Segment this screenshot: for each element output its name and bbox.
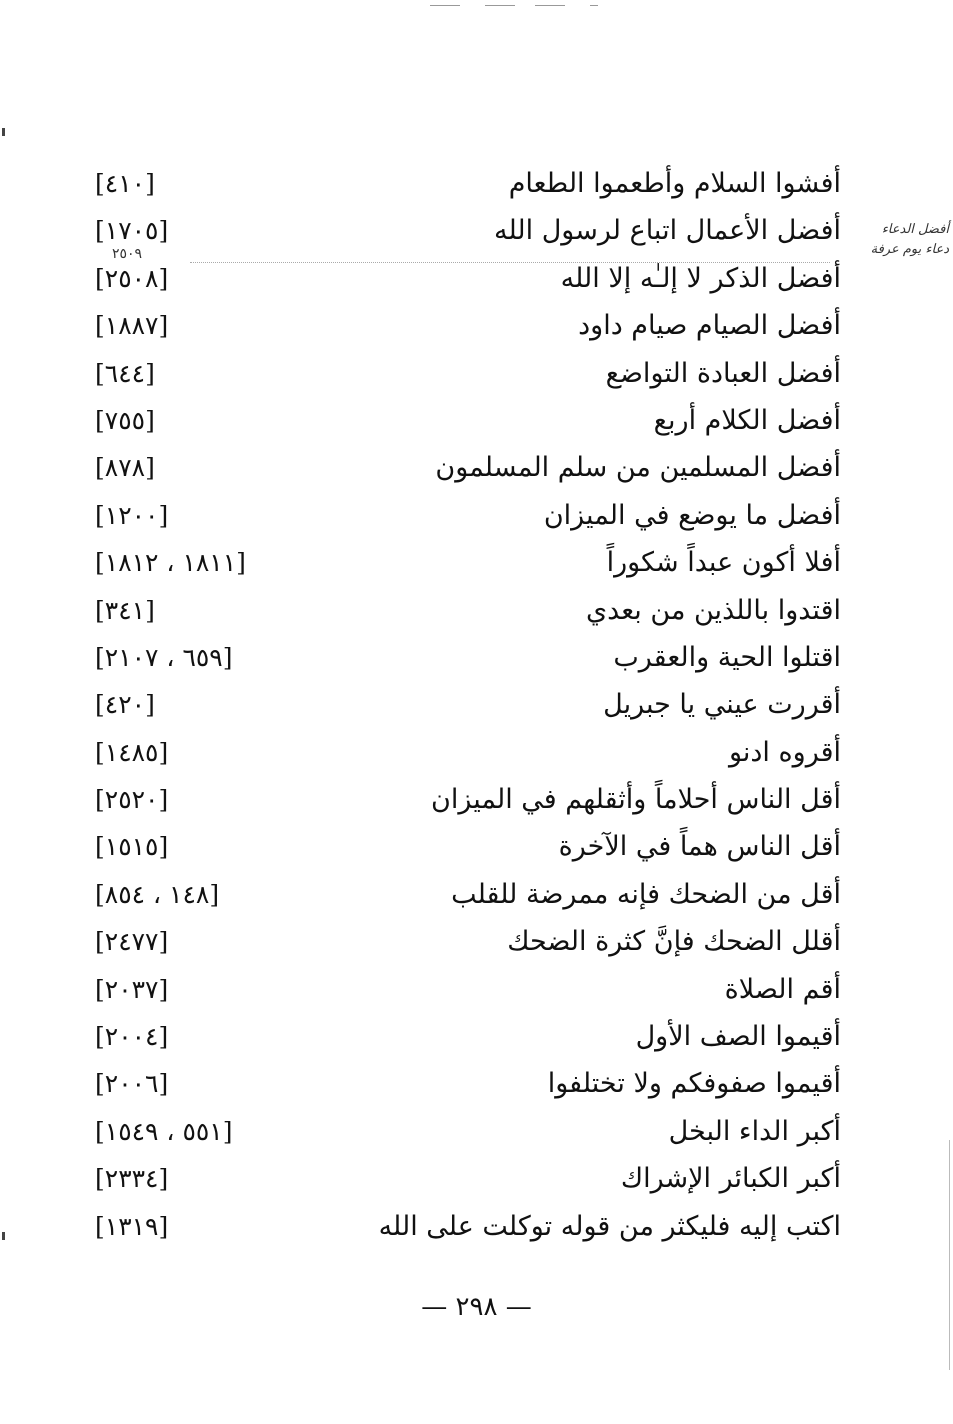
hadith-reference: [٣٤١]	[95, 595, 155, 625]
hadith-text: أفضل الذكر لا إلـٰه إلا الله	[560, 262, 841, 294]
hadith-reference: [٦٤٤]	[95, 358, 155, 388]
index-entry	[0, 1110, 953, 1157]
hadith-text: أقل الناس هماً في الآخرة	[558, 831, 841, 863]
hadith-reference: [١٨١١ ، ١٨١٢]	[95, 548, 246, 578]
hadith-reference: [١٨٨٧]	[95, 311, 169, 341]
hadith-reference: [٢٠٣٧]	[95, 974, 169, 1004]
index-entry	[0, 399, 953, 446]
index-entry	[0, 968, 953, 1015]
hadith-reference: [٥٥١ ، ١٥٤٩]	[95, 1116, 233, 1146]
hadith-reference: [٢٠٠٦]	[95, 1069, 169, 1099]
index-entry	[0, 1062, 953, 1109]
hadith-text: أقلل الضحك فإنَّ كثرة الضحك	[507, 926, 841, 958]
margin-rule	[949, 1140, 950, 1370]
index-entry	[0, 825, 953, 872]
hadith-text: أفضل العبادة التواضع	[605, 357, 841, 389]
hadith-reference: [٨٧٨]	[95, 453, 155, 483]
hadith-text: أقيموا صفوفكم ولا تختلفوا	[547, 1068, 841, 1100]
hadith-reference: [٦٥٩ ، ٢١٠٧]	[95, 642, 233, 672]
hadith-reference: [٤١٠]	[95, 169, 155, 198]
index-entry	[0, 494, 953, 541]
hadith-text: أفضل الصيام صيام داود	[578, 310, 841, 342]
index-entry	[0, 162, 953, 209]
hadith-reference: [٢٥٠٨]	[95, 263, 169, 293]
hadith-reference: [١٤٨٥]	[95, 737, 169, 767]
index-entry	[0, 683, 953, 730]
index-entry	[0, 920, 953, 967]
hadith-text: أقم الصلاة	[724, 973, 841, 1005]
index-entry	[0, 304, 953, 351]
hadith-text: أقروه ادنو	[728, 736, 841, 768]
index-entry	[0, 1205, 953, 1252]
hadith-text: أقل الناس أحلاماً وأثقلهم في الميزان	[430, 784, 841, 816]
hadith-text: أفضل الأعمال اتباع لرسول الله	[493, 215, 841, 247]
hadith-reference: [١٧٠٥]	[95, 216, 169, 246]
hadith-reference: [٢٠٠٤]	[95, 1022, 169, 1052]
header-rule-marks	[430, 2, 600, 10]
index-entry	[0, 636, 953, 683]
index-entry	[0, 1015, 953, 1062]
index-entry	[0, 446, 953, 493]
hadith-text: أفضل الكلام أربع	[653, 404, 841, 436]
hadith-text: أقل من الضحك فإنه ممرضة للقلب	[451, 878, 841, 910]
hadith-text: أفشوا السلام وأطعموا الطعام	[508, 168, 841, 199]
hadith-text: أفضل ما يوضع في الميزان	[543, 499, 841, 531]
hadith-text: اكتب إليه فليكثر من قوله توكلت على الله	[378, 1210, 841, 1242]
hadith-text: أفضل المسلمين من سلم المسلمون	[435, 452, 841, 484]
hadith-text: اقتلوا الحية والعقرب	[613, 641, 841, 673]
index-entry	[0, 731, 953, 778]
hadith-text: أكبر الداء البخل	[668, 1115, 841, 1147]
margin-note-line: أفضل الدعاء	[881, 222, 949, 237]
index-entry	[0, 873, 953, 920]
index-entry	[0, 541, 953, 588]
hadith-reference: [٢٥٢٠]	[95, 785, 169, 815]
interlinear-note: ٢٥٠٩	[112, 246, 143, 262]
page-number: — ٢٩٨ —	[421, 1292, 532, 1322]
index-entry	[0, 589, 953, 636]
hadith-reference: [٤٢٠]	[95, 690, 155, 720]
index-entry	[0, 1157, 953, 1204]
index-entry	[0, 257, 953, 304]
index-entry	[0, 209, 953, 256]
hadith-reference: [٢٤٧٧]	[95, 927, 169, 957]
hadith-text: أقيموا الصف الأول	[635, 1021, 841, 1053]
hadith-reference: [٢٣٣٤]	[95, 1164, 169, 1194]
hadith-reference: [١٥١٥]	[95, 832, 169, 862]
hadith-text: اقتدوا باللذين من بعدي	[585, 594, 841, 626]
margin-note-line: دعاء يوم عرفة	[870, 242, 949, 257]
hadith-text: أكبر الكبائر الإشراك	[620, 1163, 841, 1195]
hadith-reference: [١٤٨ ، ٨٥٤]	[95, 879, 220, 909]
hadith-index-list	[0, 162, 953, 1252]
hadith-reference: [٧٥٥]	[95, 405, 155, 435]
hadith-reference: [١٣١٩]	[95, 1211, 169, 1241]
hadith-text: أقررت عيني يا جبريل	[603, 689, 841, 721]
hadith-reference: [١٢٠٠]	[95, 500, 169, 530]
index-entry	[0, 352, 953, 399]
index-entry	[0, 778, 953, 825]
margin-speck	[2, 128, 5, 136]
hadith-text: أفلا أكون عبداً شكوراً	[606, 547, 841, 579]
